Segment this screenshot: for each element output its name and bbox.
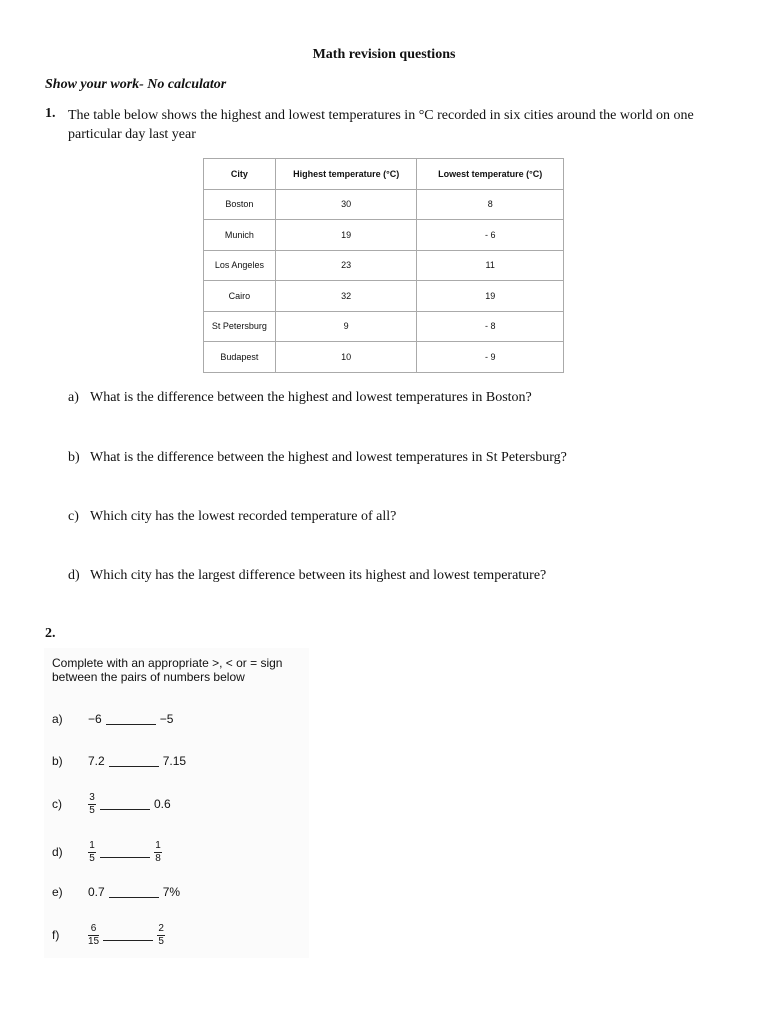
numerator: 1 <box>155 839 161 851</box>
question-1d <box>68 568 546 584</box>
part-text: What is the difference between the highest and lowest temperatures in Boston? <box>90 390 532 405</box>
lowest-cell: - 9 <box>417 342 564 373</box>
instructions: Show your work- No calculator <box>45 77 227 92</box>
temperature-table <box>203 158 564 373</box>
numerator: 2 <box>158 922 164 934</box>
right-value: 7.15 <box>162 754 187 768</box>
highest-cell: 19 <box>275 220 417 251</box>
city-cell: Los Angeles <box>204 250 276 281</box>
column-header-highest: Highest temperature (°C) <box>275 159 417 190</box>
compare-item-d <box>52 838 162 866</box>
part-label: d) <box>68 568 80 583</box>
column-header-lowest: Lowest temperature (°C) <box>417 159 564 190</box>
left-fraction <box>88 840 96 865</box>
page-title: Math revision questions <box>312 47 456 62</box>
question-1c <box>68 509 396 525</box>
item-label: c) <box>52 797 62 811</box>
answer-blank[interactable] <box>103 930 153 941</box>
answer-blank[interactable] <box>106 714 156 725</box>
table-row <box>204 311 564 342</box>
denominator: 5 <box>158 935 164 947</box>
table-row <box>204 250 564 281</box>
compare-item-c <box>52 790 171 818</box>
item-label: e) <box>52 885 63 899</box>
question-1-text: The table below shows the highest and lowest temperatures in °C recorded in six cities around the world on one particular day last year <box>68 108 694 142</box>
item-label: b) <box>52 754 63 768</box>
instruction-line: Complete with an appropriate >, < or = sign <box>52 656 283 670</box>
highest-cell: 10 <box>275 342 417 373</box>
right-value: 0.6 <box>154 797 171 811</box>
denominator: 5 <box>89 804 95 816</box>
part-text: Which city has the lowest recorded temperature of all? <box>90 509 397 524</box>
compare-item-a <box>52 707 173 731</box>
table-row <box>204 220 564 251</box>
lowest-cell: - 6 <box>417 220 564 251</box>
question-2-number: 2. <box>45 626 56 641</box>
compare-item-b <box>52 749 186 773</box>
column-header-city: City <box>204 159 276 190</box>
right-fraction <box>157 923 165 948</box>
part-label: a) <box>68 390 79 405</box>
compare-item-e <box>52 880 180 904</box>
numerator: 3 <box>89 791 95 803</box>
city-cell: Cairo <box>204 281 276 312</box>
left-fraction <box>88 792 96 817</box>
question-1-number: 1. <box>45 106 56 121</box>
table-row <box>204 189 564 220</box>
left-value: 0.7 <box>88 885 105 899</box>
answer-blank[interactable] <box>100 847 150 858</box>
left-fraction <box>88 923 99 948</box>
highest-cell: 23 <box>275 250 417 281</box>
answer-blank[interactable] <box>109 887 159 898</box>
item-label: a) <box>52 712 63 726</box>
city-cell: Budapest <box>204 342 276 373</box>
denominator: 8 <box>155 852 161 864</box>
left-value: −6 <box>88 712 102 726</box>
highest-cell: 32 <box>275 281 417 312</box>
question-2-instruction <box>52 656 312 684</box>
answer-blank[interactable] <box>109 756 159 767</box>
table-row <box>204 281 564 312</box>
question-1a <box>68 390 532 406</box>
instruction-line: between the pairs of numbers below <box>52 670 245 684</box>
numerator: 1 <box>89 839 95 851</box>
lowest-cell: - 8 <box>417 311 564 342</box>
item-label: d) <box>52 845 63 859</box>
part-text: What is the difference between the highest and lowest temperatures in St Petersburg? <box>90 450 567 465</box>
lowest-cell: 8 <box>417 189 564 220</box>
part-label: c) <box>68 509 79 524</box>
part-label: b) <box>68 450 80 465</box>
lowest-cell: 19 <box>417 281 564 312</box>
lowest-cell: 11 <box>417 250 564 281</box>
answer-blank[interactable] <box>100 799 150 810</box>
highest-cell: 30 <box>275 189 417 220</box>
numerator: 6 <box>90 922 97 934</box>
city-cell: Boston <box>204 189 276 220</box>
denominator: 15 <box>88 935 100 947</box>
left-value: 7.2 <box>88 754 105 768</box>
right-value: 7% <box>162 885 181 899</box>
item-label: f) <box>52 928 60 942</box>
city-cell: St Petersburg <box>204 311 276 342</box>
right-value: −5 <box>159 712 174 726</box>
compare-item-f <box>52 920 165 950</box>
city-cell: Munich <box>204 220 276 251</box>
question-1b <box>68 450 567 466</box>
table-row <box>204 342 564 373</box>
highest-cell: 9 <box>275 311 417 342</box>
table-header-row <box>204 159 564 190</box>
part-text: Which city has the largest difference between its highest and lowest temperature? <box>90 568 547 583</box>
right-fraction <box>154 840 162 865</box>
denominator: 5 <box>89 852 95 864</box>
